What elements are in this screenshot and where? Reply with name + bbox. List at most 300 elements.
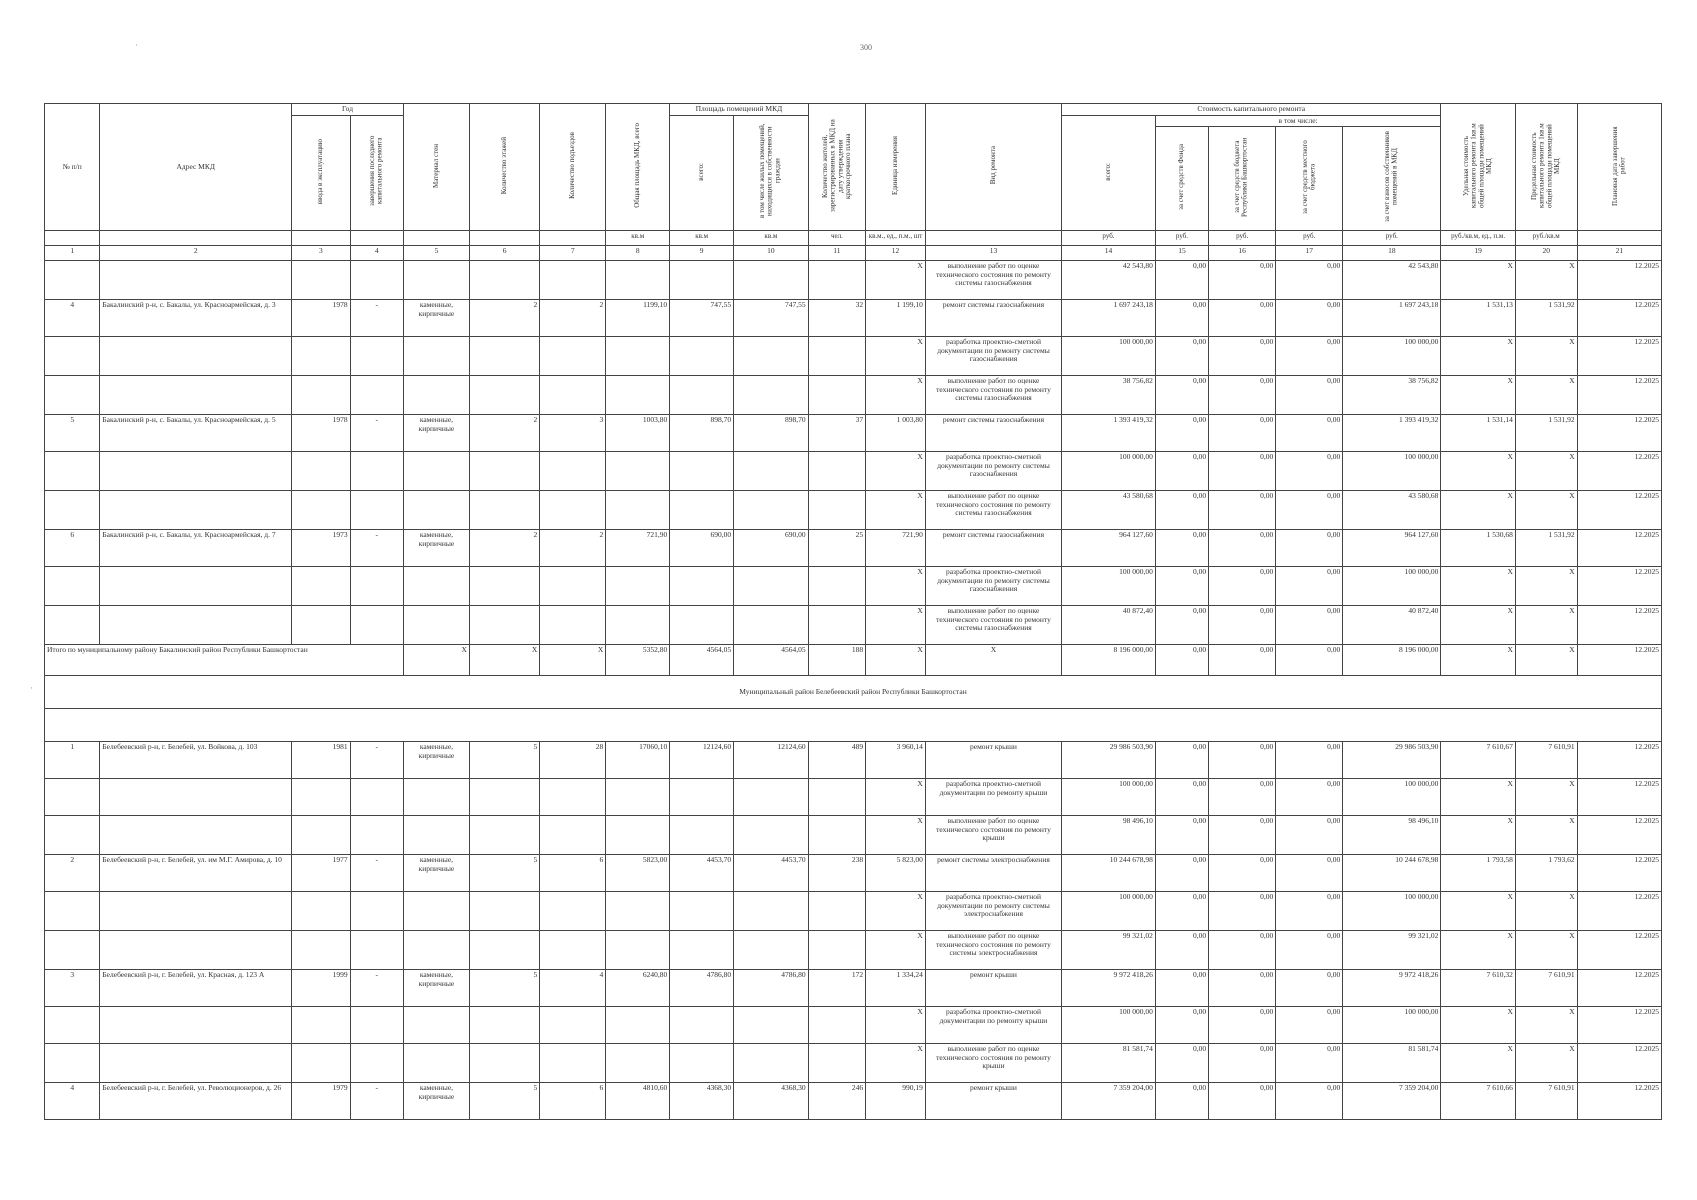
unit-measure-cell: 1 199,10 [866,299,926,336]
header-cell [403,230,469,245]
year-commission-cell: 1999 [292,969,351,1006]
planned-date-cell: 12.2025 [1577,490,1661,529]
cost-republic-cell: 0,00 [1209,1006,1276,1043]
header-cell: 1 [45,245,100,260]
cost-republic-header: за счет средств бюджета Республики Башкортостан [1209,127,1276,231]
header-cell: руб. [1276,230,1343,245]
entrances-cell [540,1006,606,1043]
entrances-cell [540,490,606,529]
scan-speck: · [30,683,33,693]
unit-measure-cell: X [866,451,926,490]
year-last-repair-cell [350,490,403,529]
table-row [45,529,1662,566]
cost-fund-cell: 0,00 [1155,969,1208,1006]
header-cell: кв.м [734,230,809,245]
wall-material-cell: каменные, кирпичные [403,529,469,566]
cost-fund-cell: 0,00 [1155,260,1208,299]
premises-total-cell [670,451,734,490]
cost-fund-cell: 0,00 [1155,854,1208,891]
cost-total-cell: 100 000,00 [1062,1006,1156,1043]
entrances-cell [540,605,606,644]
total-area-cell [606,260,670,299]
year-commission-header: ввода в эксплуатацию [292,115,351,230]
residents-cell [808,605,866,644]
residents-cell: 489 [808,741,866,778]
total-area-cell: 5823,00 [606,854,670,891]
residents-cell: 25 [808,529,866,566]
total-cell: 0,00 [1276,644,1343,675]
total-cell: 0,00 [1209,644,1276,675]
entrances-cell: 2 [540,299,606,336]
total-cell: 12.2025 [1577,644,1661,675]
premises-total-cell [670,778,734,815]
year-commission-cell: 1978 [292,299,351,336]
address-cell: Белебеевский р-н, г. Белебей, ул. Войкова, д. 103 [100,741,292,778]
table-row [45,605,1662,644]
table-row [45,778,1662,815]
premises-total-cell: 12124,60 [670,741,734,778]
table-row [45,451,1662,490]
cost-owners-header: за счет взносов собственников помещений в МКД [1343,127,1441,231]
residents-cell [808,778,866,815]
floors-cell: 5 [469,854,539,891]
entrances-cell [540,778,606,815]
repair-type-cell: разработка проектно-сметной документации по ремонту системы газоснабжения [925,336,1061,375]
premises-total-cell [670,490,734,529]
year-commission-cell [292,336,351,375]
unit-cost-cell: 1 530,68 [1441,529,1516,566]
table-row [45,930,1662,969]
unit-cost-cell: 1 531,14 [1441,414,1516,451]
total-label: Итого по муниципальному району Бакалинский район Республики Башкортостан [45,644,404,675]
wall-material-cell [403,1043,469,1082]
year-commission-cell [292,891,351,930]
cost-fund-cell: 0,00 [1155,490,1208,529]
premises-total-cell [670,930,734,969]
max-cost-cell: 1 531,92 [1515,529,1577,566]
header-cell: 15 [1155,245,1208,260]
header-cell: 19 [1441,245,1516,260]
total-area-cell: 6240,80 [606,969,670,1006]
premises-private-cell: 4368,30 [734,1082,809,1119]
row-number [45,778,100,815]
premises-total-cell [670,891,734,930]
wall-material-cell: каменные, кирпичные [403,299,469,336]
wall-material-cell [403,778,469,815]
year-commission-cell [292,1006,351,1043]
floors-cell [469,930,539,969]
row-number [45,891,100,930]
cost-owners-cell: 81 581,74 [1343,1043,1441,1082]
max-cost-cell: X [1515,336,1577,375]
cost-republic-cell: 0,00 [1209,854,1276,891]
year-last-repair-cell [350,260,403,299]
year-last-repair-cell [350,566,403,605]
cost-local-cell: 0,00 [1276,566,1343,605]
header-cell: 13 [925,245,1061,260]
cost-fund-cell: 0,00 [1155,1082,1208,1119]
unit-cost-cell: X [1441,1043,1516,1082]
cost-local-cell: 0,00 [1276,778,1343,815]
year-last-repair-cell: - [350,414,403,451]
planned-date-cell: 12.2025 [1577,414,1661,451]
planned-date-cell: 12.2025 [1577,566,1661,605]
total-cell: 4564,05 [734,644,809,675]
header-cell: 14 [1062,245,1156,260]
entrances-cell: 2 [540,529,606,566]
premises-private-cell [734,891,809,930]
premises-private-cell: 898,70 [734,414,809,451]
cost-local-cell: 0,00 [1276,815,1343,854]
residents-cell [808,566,866,605]
header-cell: руб./кв.м [1515,230,1577,245]
year-commission-cell [292,375,351,414]
wall-material-cell [403,605,469,644]
header-cell: кв.м [670,230,734,245]
header-cell: руб. [1209,230,1276,245]
premises-private-header: в том числе жилых помещений, находящихся в собственности граждан [734,115,809,230]
total-section [45,644,1662,741]
total-cell: X [1441,644,1516,675]
year-last-repair-cell [350,1006,403,1043]
header-cell [350,230,403,245]
cost-fund-cell: 0,00 [1155,414,1208,451]
entrances-cell [540,260,606,299]
premises-total-cell [670,1043,734,1082]
max-cost-cell: X [1515,260,1577,299]
cost-republic-cell: 0,00 [1209,605,1276,644]
premises-private-cell: 690,00 [734,529,809,566]
max-cost-cell: X [1515,891,1577,930]
total-row [45,644,1662,675]
planned-date-cell: 12.2025 [1577,741,1661,778]
cost-total-cell: 43 580,68 [1062,490,1156,529]
premises-total-cell: 898,70 [670,414,734,451]
residents-cell [808,336,866,375]
unit-measure-cell: 1 334,24 [866,969,926,1006]
planned-date-cell: 12.2025 [1577,1043,1661,1082]
header-cell: 8 [606,245,670,260]
year-commission-cell: 1981 [292,741,351,778]
premises-private-cell [734,451,809,490]
unit-measure-cell: X [866,605,926,644]
year-commission-cell: 1979 [292,1082,351,1119]
header-cell: кв.м., ед., п.м., шт [866,230,926,245]
total-cell: 188 [808,644,866,675]
cost-republic-cell: 0,00 [1209,260,1276,299]
year-commission-cell [292,490,351,529]
planned-date-cell: 12.2025 [1577,451,1661,490]
units-row [45,230,1662,245]
cost-fund-cell: 0,00 [1155,529,1208,566]
residents-cell [808,260,866,299]
wall-material-cell [403,930,469,969]
entrances-cell [540,566,606,605]
repair-type-cell: выполнение работ по оценке технического состояния по ремонту системы электроснабжения [925,930,1061,969]
premises-total-cell: 4453,70 [670,854,734,891]
row-number [45,375,100,414]
residents-cell: 37 [808,414,866,451]
cost-total-cell: 98 496,10 [1062,815,1156,854]
header-cell: 16 [1209,245,1276,260]
row-number [45,451,100,490]
cost-owners-cell: 99 321,02 [1343,930,1441,969]
address-cell [100,336,292,375]
cost-owners-cell: 100 000,00 [1343,336,1441,375]
planned-date-cell: 12.2025 [1577,529,1661,566]
floors-cell [469,260,539,299]
repair-type-header: Вид ремонта [925,104,1061,231]
cost-owners-cell: 1 697 243,18 [1343,299,1441,336]
year-last-repair-cell [350,336,403,375]
cost-total-cell: 9 972 418,26 [1062,969,1156,1006]
cost-total-cell: 99 321,02 [1062,930,1156,969]
residents-cell [808,1043,866,1082]
total-cell: 5352,80 [606,644,670,675]
max-cost-cell: X [1515,451,1577,490]
column-numbers-row [45,245,1662,260]
planned-date-cell: 12.2025 [1577,815,1661,854]
total-cell: 0,00 [1155,644,1208,675]
row-number: 6 [45,529,100,566]
header-cell: чел. [808,230,866,245]
cost-fund-cell: 0,00 [1155,815,1208,854]
address-cell [100,1043,292,1082]
floors-cell: 2 [469,299,539,336]
unit-cost-cell: 1 531,13 [1441,299,1516,336]
total-area-cell [606,891,670,930]
header-cell: 6 [469,245,539,260]
unit-measure-cell: X [866,490,926,529]
cost-total-cell: 100 000,00 [1062,451,1156,490]
header-cell [292,230,351,245]
table-row [45,299,1662,336]
entrances-cell: 28 [540,741,606,778]
unit-cost-cell: X [1441,1006,1516,1043]
address-cell: Бакалинский р-н, с. Бакалы, ул. Красноармейская, д. 7 [100,529,292,566]
premises-private-cell [734,490,809,529]
spacer-row [45,708,1662,741]
repair-type-cell: ремонт системы газоснабжения [925,299,1061,336]
cost-republic-cell: 0,00 [1209,414,1276,451]
total-cell: 8 196 000,00 [1343,644,1441,675]
incl-group-header: в том числе: [1155,115,1440,127]
unit-measure-cell: 721,90 [866,529,926,566]
residents-cell [808,375,866,414]
header-cell [1577,230,1661,245]
year-commission-cell: 1973 [292,529,351,566]
address-cell [100,891,292,930]
planned-date-cell: 12.2025 [1577,930,1661,969]
total-area-cell [606,336,670,375]
cost-local-cell: 0,00 [1276,891,1343,930]
premises-private-cell [734,1006,809,1043]
cost-republic-cell: 0,00 [1209,930,1276,969]
cost-total-cell: 1 393 419,32 [1062,414,1156,451]
total-area-header: Общая площадь МКД, всего [606,104,670,231]
wall-material-cell [403,566,469,605]
cost-fund-header: за счет средств Фонда [1155,127,1208,231]
unit-cost-cell: X [1441,336,1516,375]
max-cost-cell: 7 610,91 [1515,1082,1577,1119]
cost-republic-cell: 0,00 [1209,451,1276,490]
table-row [45,1082,1662,1119]
address-cell: Белебеевский р-н, г. Белебей, ул. Красная, д. 123 А [100,969,292,1006]
unit-measure-cell: X [866,375,926,414]
premises-private-cell [734,375,809,414]
wall-material-cell: каменные, кирпичные [403,1082,469,1119]
header-cell: 4 [350,245,403,260]
floors-cell: 2 [469,529,539,566]
cost-owners-cell: 10 244 678,98 [1343,854,1441,891]
row-number [45,260,100,299]
address-cell [100,1006,292,1043]
header-cell: руб. [1062,230,1156,245]
max-cost-cell: 7 610,91 [1515,741,1577,778]
address-cell: Белебеевский р-н, г. Белебей, ул. Революционеров, д. 26 [100,1082,292,1119]
total-area-cell [606,1006,670,1043]
cost-owners-cell: 98 496,10 [1343,815,1441,854]
total-area-cell [606,815,670,854]
total-cell: X [1515,644,1577,675]
total-area-cell [606,605,670,644]
table-row [45,414,1662,451]
planned-date-cell: 12.2025 [1577,891,1661,930]
unit-cost-cell: 7 610,67 [1441,741,1516,778]
floors-cell [469,336,539,375]
header-cell [925,230,1061,245]
max-cost-cell: X [1515,605,1577,644]
row-number [45,1043,100,1082]
residents-cell [808,815,866,854]
residents-cell [808,891,866,930]
wall-material-cell: каменные, кирпичные [403,414,469,451]
repair-type-cell: выполнение работ по оценке технического состояния по ремонту крыши [925,815,1061,854]
cost-republic-cell: 0,00 [1209,529,1276,566]
cost-total-header: всего: [1062,115,1156,230]
cost-republic-cell: 0,00 [1209,299,1276,336]
wall-material-cell [403,1006,469,1043]
max-cost-cell: 1 793,62 [1515,854,1577,891]
premises-private-cell: 4786,80 [734,969,809,1006]
residents-cell [808,490,866,529]
table-row [45,336,1662,375]
planned-date-cell: 12.2025 [1577,1006,1661,1043]
premises-total-cell [670,605,734,644]
year-last-repair-cell: - [350,969,403,1006]
year-last-repair-cell [350,891,403,930]
header-cell: 3 [292,245,351,260]
unit-measure-cell: X [866,566,926,605]
total-cell: X [540,644,606,675]
premises-total-cell [670,815,734,854]
header-cell: 10 [734,245,809,260]
total-area-cell [606,778,670,815]
year-last-repair-cell [350,815,403,854]
entrances-cell: 6 [540,854,606,891]
address-cell [100,778,292,815]
floors-cell [469,1043,539,1082]
table-row [45,891,1662,930]
cost-fund-cell: 0,00 [1155,1043,1208,1082]
cost-republic-cell: 0,00 [1209,566,1276,605]
cost-owners-cell: 100 000,00 [1343,566,1441,605]
premises-private-cell [734,605,809,644]
address-cell [100,490,292,529]
cost-total-cell: 40 872,40 [1062,605,1156,644]
max-cost-cell: X [1515,566,1577,605]
residents-cell: 246 [808,1082,866,1119]
cost-fund-cell: 0,00 [1155,1006,1208,1043]
planned-date-cell: 12.2025 [1577,1082,1661,1119]
header-cell: руб./кв.м, ед., п.м. [1441,230,1516,245]
unit-measure-cell: X [866,815,926,854]
cost-total-cell: 42 543,80 [1062,260,1156,299]
unit-measure-cell: 990,19 [866,1082,926,1119]
header-cell: 21 [1577,245,1661,260]
entrances-cell: 6 [540,1082,606,1119]
table-row [45,566,1662,605]
row-number: 2 [45,854,100,891]
cost-total-cell: 100 000,00 [1062,336,1156,375]
entrances-cell [540,815,606,854]
cost-republic-cell: 0,00 [1209,490,1276,529]
cost-total-cell: 38 756,82 [1062,375,1156,414]
premises-private-cell [734,815,809,854]
cost-owners-cell: 100 000,00 [1343,451,1441,490]
year-commission-cell [292,930,351,969]
cost-local-cell: 0,00 [1276,741,1343,778]
premises-private-cell [734,930,809,969]
cost-total-cell: 1 697 243,18 [1062,299,1156,336]
table-row [45,490,1662,529]
cost-total-cell: 29 986 503,90 [1062,741,1156,778]
cost-local-cell: 0,00 [1276,1043,1343,1082]
year-commission-cell [292,566,351,605]
max-cost-cell: X [1515,1006,1577,1043]
premises-total-cell [670,566,734,605]
cost-local-cell: 0,00 [1276,930,1343,969]
max-cost-header: Предельная стоимость капитального ремонта 1кв.м общей площади помещений МКД [1515,104,1577,231]
cost-owners-cell: 7 359 204,00 [1343,1082,1441,1119]
cost-owners-cell: 100 000,00 [1343,891,1441,930]
unit-measure-cell: 3 960,14 [866,741,926,778]
cost-fund-cell: 0,00 [1155,930,1208,969]
row-number: 4 [45,299,100,336]
header-cell [469,230,539,245]
year-last-repair-cell [350,451,403,490]
year-last-repair-cell: - [350,529,403,566]
premises-group-header: Площадь помещений МКД [670,104,808,116]
repair-type-cell: выполнение работ по оценке технического состояния по ремонту системы газоснабжения [925,490,1061,529]
unit-measure-cell: X [866,1043,926,1082]
residents-cell: 238 [808,854,866,891]
premises-private-cell: 4453,70 [734,854,809,891]
year-last-repair-cell [350,930,403,969]
repair-type-cell: выполнение работ по оценке технического состояния по ремонту системы газоснабжения [925,605,1061,644]
floors-cell [469,778,539,815]
header-cell [45,230,100,245]
cost-fund-cell: 0,00 [1155,336,1208,375]
cost-fund-cell: 0,00 [1155,451,1208,490]
header-cell: 12 [866,245,926,260]
entrances-cell [540,891,606,930]
cost-fund-cell: 0,00 [1155,741,1208,778]
table-row [45,375,1662,414]
total-area-cell: 4810,60 [606,1082,670,1119]
planned-date-cell: 12.2025 [1577,778,1661,815]
year-commission-cell [292,451,351,490]
